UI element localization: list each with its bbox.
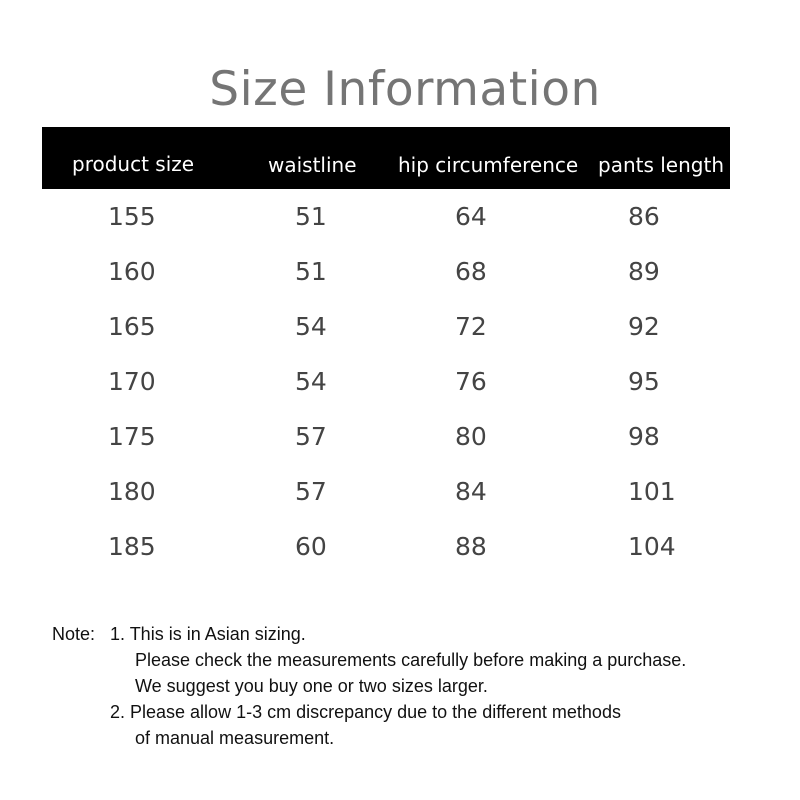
table-row	[42, 244, 730, 299]
cell-waistline: 57	[295, 477, 327, 506]
note-item-1: 1. This is in Asian sizing.	[110, 624, 306, 644]
cell-pants-length: 101	[628, 477, 676, 506]
cell-hip-circumference: 72	[455, 312, 487, 341]
cell-waistline: 54	[295, 367, 327, 396]
cell-hip-circumference: 76	[455, 367, 487, 396]
cell-hip-circumference: 68	[455, 257, 487, 286]
cell-hip-circumference: 64	[455, 202, 487, 231]
table-row	[42, 519, 730, 574]
cell-waistline: 57	[295, 422, 327, 451]
table-body	[42, 189, 730, 574]
cell-product-size: 180	[108, 477, 156, 506]
cell-product-size: 185	[108, 532, 156, 561]
cell-waistline: 60	[295, 532, 327, 561]
cell-hip-circumference: 84	[455, 477, 487, 506]
cell-waistline: 51	[295, 257, 327, 286]
header-hip-circumference: hip circumference	[398, 153, 579, 177]
cell-pants-length: 89	[628, 257, 660, 286]
cell-product-size: 160	[108, 257, 156, 286]
cell-pants-length: 95	[628, 367, 660, 396]
cell-hip-circumference: 80	[455, 422, 487, 451]
cell-pants-length: 104	[628, 532, 676, 561]
header-pants-length: pants length	[598, 153, 724, 177]
cell-pants-length: 98	[628, 422, 660, 451]
cell-waistline: 54	[295, 312, 327, 341]
cell-product-size: 170	[108, 367, 156, 396]
cell-product-size: 155	[108, 202, 156, 231]
cell-hip-circumference: 88	[455, 532, 487, 561]
table-header	[42, 127, 730, 189]
table-row	[42, 409, 730, 464]
header-waistline: waistline	[268, 153, 357, 177]
table-row	[42, 464, 730, 519]
header-product-size: product size	[72, 152, 195, 176]
table-row	[42, 354, 730, 409]
cell-product-size: 165	[108, 312, 156, 341]
note-item-2: 2. Please allow 1-3 cm discrepancy due to the different methods	[110, 702, 621, 722]
table-row	[42, 299, 730, 354]
note-item-1-line-2: Please check the measurements carefully before making a purchase.	[135, 650, 687, 670]
note-item-1-line-3: We suggest you buy one or two sizes larger.	[135, 676, 488, 696]
size-notes	[52, 621, 792, 751]
page-title: Size Information	[209, 62, 601, 117]
table-row	[42, 189, 730, 244]
cell-pants-length: 92	[628, 312, 660, 341]
note-prefix: Note:	[52, 624, 96, 644]
cell-product-size: 175	[108, 422, 156, 451]
cell-waistline: 51	[295, 202, 327, 231]
note-item-2-line-2: of manual measurement.	[135, 728, 335, 748]
cell-pants-length: 86	[628, 202, 660, 231]
size-table	[42, 127, 730, 189]
